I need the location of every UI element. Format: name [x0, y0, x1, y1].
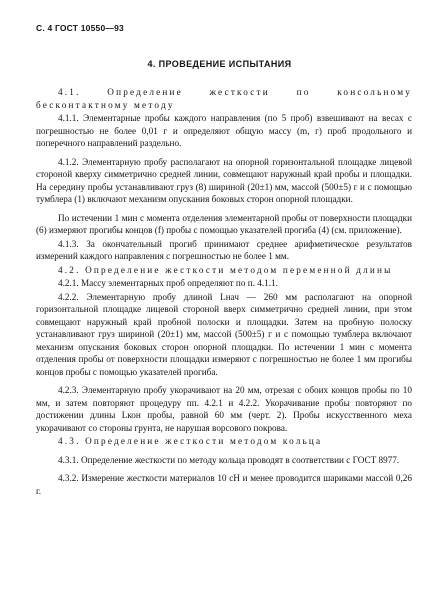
- paragraph-4-2-3: 4.2.3. Элементарную пробу укорачивают на 20 мм, отрезая с обоих концов пробы по 10 мм, и затем повторяют процедуру пп. 4.2.1 и 4.2.2. Укорачивание пробы повторяют по достижении длины Lкон пробы, равной 60 мм (черт. 2). Пробы искусственного меха укорачивают со стороны грунта, не нарушая ворсового покрова.: [36, 385, 412, 433]
- paragraph-4-1-1: 4.1.1. Элементарные пробы каждого направления (по 5 проб) взвешивают на весах с погрешностью не более 0,01 г и определяют общую массу (m, г) проб продольного и поперечного направлений раздельно.: [36, 113, 412, 149]
- page-header: С. 4 ГОСТ 10550—93: [36, 23, 124, 33]
- paragraph-4-2-2: 4.2.2. Элементарную пробу длиной Lнач — 260 мм располагают на опорной горизонтальной площадке лицевой стороной вверх симметрично средней линии, при этом совмещают наружный край пробной полоски и площадки. Затем на пробную полоску устанавливают груз шириной (20±1) мм, массой (500±5) г и с помощью тумблера включают механизм опускания боковых сторон опорной площадки. По истечении 1 мин с момента отделения пробы от поверхности площадки измеряют с погрешностью не более 1 мм прогибы концов пробы с помощью указателей прогиба.: [36, 291, 412, 377]
- document-body: [36, 86, 412, 498]
- subsection-heading-4-2: 4.2. Определение жесткости методом переменной длины: [58, 264, 393, 275]
- paragraph-4-1-3: 4.1.3. За окончательный прогиб принимают среднее арифметическое результатов измерений каждого направления с погрешностью не более 1 мм.: [36, 238, 412, 262]
- paragraph-deflection-measure: По истечении 1 мин с момента отделения элементарной пробы от поверхности площадки (6) измеряют прогибы концов (f) пробы с помощью указателей прогиба (4) (см. приложение).: [36, 212, 412, 236]
- paragraph-4-2-1: 4.2.1. Массу элементарных проб определяют по п. 4.1.1.: [58, 278, 278, 289]
- section-title: 4. ПРОВЕДЕНИЕ ИСПЫТАНИЯ: [147, 59, 292, 69]
- paragraph-4-1-2: 4.1.2. Элементарную пробу располагают на опорной горизонтальной площадке лицевой стороной кверху симметрично средней линии, совмещают наружный край пробы и площадки. На середину пробы устанавливают груз (8) шириной (20±1) мм, массой (500±5) г и с помощью тумблера (1) включают механизм опускания боковых сторон опорной площадки.: [36, 156, 412, 205]
- subsection-heading-4-3: 4.3. Определение жесткости методом кольца: [58, 436, 323, 447]
- paragraph-4-3-1: 4.3.1. Определение жесткости по методу кольца проводят в соответствии с ГОСТ 8977.: [58, 454, 400, 465]
- subsection-heading-4-1: 4.1. Определение жесткости по консольному бесконтактному методу: [36, 87, 412, 110]
- paragraph-4-3-2: 4.3.2. Измерение жесткости материалов 10 сН и менее проводится шариками массой 0,26 г.: [36, 473, 412, 496]
